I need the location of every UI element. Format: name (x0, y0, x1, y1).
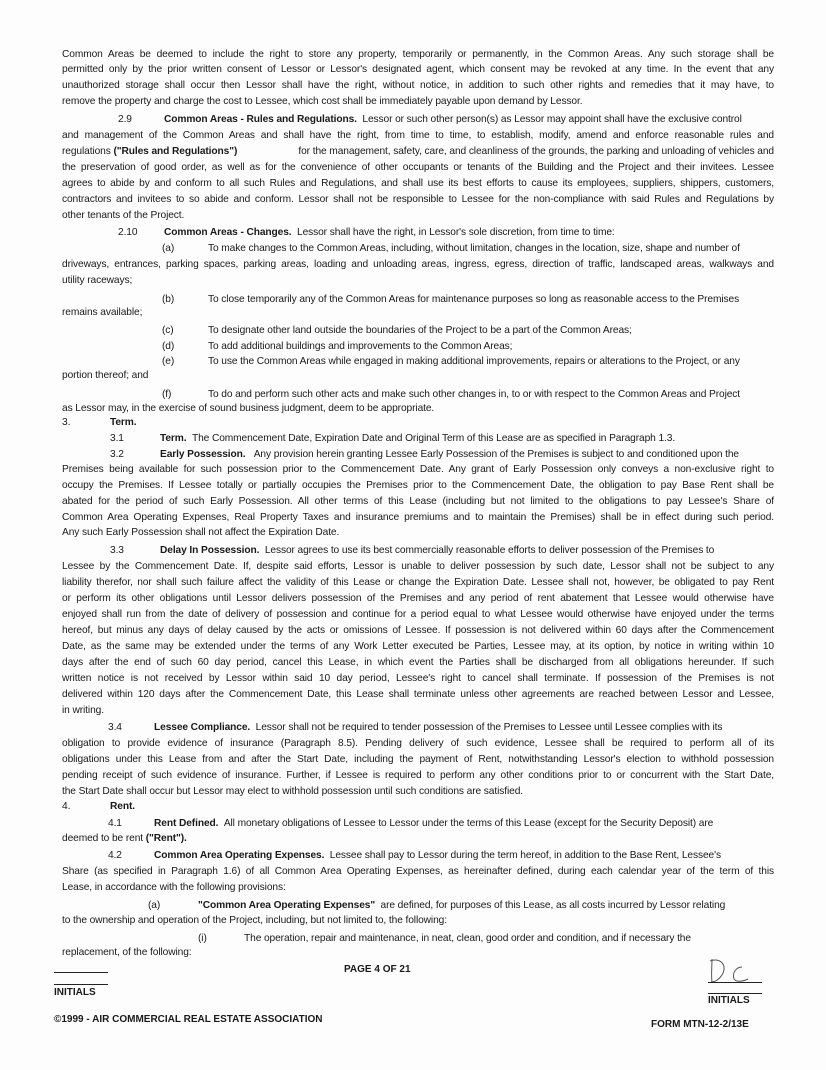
list-item-f (62, 389, 774, 401)
paragraph-line: other tenants of the Project. (62, 210, 185, 221)
item-text: are defined, for purposes of this Lease, as all costs incurred by Lessor relating (380, 900, 726, 911)
paragraph-line: or perform its other obligations until Lessor delivers possession of the Premises and any period of rent abatement that Lessee would otherwise have (62, 593, 774, 604)
item-text: To add additional buildings and improvements to the Common Areas; (208, 341, 513, 352)
section-3-3 (62, 545, 774, 557)
item-text: To make changes to the Common Areas, including, without limitation, changes in the location, size, shape and number of (208, 243, 740, 254)
paragraph-line: the Start Date shall occur but Lessor may elect to withhold possession until such conditions are satisfied. (62, 786, 524, 797)
paragraph-line: Premises being available for such possession prior to the Commencement Date. Any grant of Early Possession only conveys a non-exclusive right to (62, 464, 774, 475)
paragraph-line: driveways, entrances, parking spaces, parking areas, loading and unloading areas, ingress, egress, direction of traffic, landscaped areas, walkways and (62, 259, 774, 270)
list-item-i (62, 933, 774, 945)
section-text: Any provision herein granting Lessee Early Possession of the Premises is subject to and conditioned upon the (253, 449, 740, 460)
section-number: 3.4 (108, 722, 122, 733)
paragraph-line: contractors and invitees to so abide and conform. Lessor shall not be responsible to Lessee for the non-compliance with said Rules and Regulations by (62, 194, 774, 205)
paragraph-line: agrees to abide by and conform to all such Rules and Regulations, and shall use its best efforts to cause its employees, suppliers, shippers, customers, (62, 178, 774, 189)
section-heading: Rent Defined. (154, 818, 219, 829)
paragraph-line: Lessee by the Commencement Date. If, despite said efforts, Lessor is unable to deliver possession by such date, Lessor shall not be subject to any (62, 561, 774, 572)
initials-line-right-top (708, 982, 762, 983)
section-text: Lessor shall not be required to tender possession of the Premises to Lessee until Lessee complies with its (255, 722, 723, 733)
paragraph-line: remains available; (62, 307, 143, 318)
paragraph-line (62, 146, 774, 158)
item-label: (a) (148, 900, 161, 911)
paragraph-line: pending receipt of such evidence of insurance. Further, if Lessee is required to perform any other conditions prior to or concurrent with the Start Date, (62, 770, 774, 781)
text: deemed to be rent (62, 833, 143, 844)
paragraph-line: Share (as specified in Paragraph 1.6) of all Common Area Operating Expenses, as hereinafter defined, during each calendar year of the term of this (62, 866, 774, 877)
section-number: 4.1 (108, 818, 122, 829)
section-heading: Rent. (110, 801, 135, 812)
section-heading: Common Areas - Changes. (164, 227, 292, 238)
text: for the management, safety, care, and cleanliness of the grounds, the parking and unloading of vehicles and (298, 146, 774, 157)
paragraph-line: abated for the period of such Early Possession. All other terms of this Lease (including but not limited to the obligations to pay Lessee's Share of (62, 496, 774, 507)
section-number: 4. (62, 801, 71, 812)
section-text: The Commencement Date, Expiration Date and Original Term of this Lease are as specified in Paragraph 1.3. (191, 433, 676, 444)
section-2-9 (62, 114, 774, 126)
list-item-a (62, 243, 774, 255)
paragraph-line: written notice is not received by Lessor within said 10 day period, Lessee's right to cancel shall terminate. If possession of the Premises is not (62, 673, 774, 684)
section-heading: Term. (160, 433, 187, 444)
item-text: To do and perform such other acts and make such other changes in, to or with respect to the Common Areas and Project (208, 389, 741, 400)
paragraph-line: Date, as the same may be extended under the terms of any Work Letter executed be Parties, Lessee may, at its option, by notice in writing within 10 (62, 641, 774, 652)
item-label: (e) (162, 356, 175, 367)
paragraph-line: Common Area Operating Expenses, Real Property Taxes and insurance premiums and to maintain the Premises) shall be in effect during such period. (62, 512, 774, 523)
section-text: Lessor agrees to use its best commercially reasonable efforts to deliver possession of the Premises to (264, 545, 715, 556)
paragraph-line: Lease, in accordance with the following provisions: (62, 882, 286, 893)
section-number: 3. (62, 417, 71, 428)
list-item-e (62, 356, 774, 368)
paragraph-line (62, 833, 774, 845)
section-4-2 (62, 850, 774, 862)
section-text: Lessee shall pay to Lessor during the term hereof, in addition to the Base Rent, Lessee's (329, 850, 721, 861)
section-4-1 (62, 818, 774, 830)
paragraph-line: delivered within 120 days after the Commencement Date, this Lease shall terminate unless other agreements are reached between Lessor and Lessee, (62, 689, 774, 700)
section-4 (62, 801, 774, 813)
paragraph-line: the preservation of good order, as well as for the convenience of other occupants or tenants of the Building and the Project and their invitees. Lessee (62, 162, 774, 173)
list-item-a (62, 900, 774, 912)
section-number: 3.2 (110, 449, 124, 460)
initials-line-left-top (54, 972, 108, 973)
paragraph-line: and management of the Common Areas and shall have the right, from time to time, to establish, modify, amend and enforce reasonable rules and (62, 130, 774, 141)
initials-label-left: INITIALS (54, 987, 96, 998)
item-label: (f) (162, 389, 172, 400)
defined-term: "Common Area Operating Expenses" (198, 900, 376, 911)
item-label: (i) (198, 933, 207, 944)
section-heading: Common Area Operating Expenses. (154, 850, 325, 861)
section-3-4 (62, 722, 774, 734)
paragraph-line: as Lessor may, in the exercise of sound business judgment, deem to be appropriate. (62, 403, 435, 414)
section-text: Lessor shall have the right, in Lessor's sole discretion, from time to time: (297, 227, 615, 238)
item-text: To close temporarily any of the Common Areas for maintenance purposes so long as reasonable access to the Premises (208, 294, 740, 305)
paragraph-line: portion thereof; and (62, 370, 149, 381)
item-label: (b) (162, 294, 175, 305)
form-number: FORM MTN-12-2/13E (651, 1019, 749, 1030)
section-number: 3.1 (110, 433, 124, 444)
section-heading: Term. (110, 417, 137, 428)
section-2-10 (62, 227, 774, 239)
section-heading: Delay In Possession. (160, 545, 260, 556)
paragraph-line: Common Areas be deemed to include the right to store any property, temporarily or permanently, in the Common Areas. Any such storage shall be (62, 49, 774, 60)
paragraph-line: obligations under this Lease from and after the Start Date, including the payment of Rent, notwithstanding Lessor's election to withhold possession (62, 754, 774, 765)
item-label: (c) (162, 325, 174, 336)
item-text: The operation, repair and maintenance, in neat, clean, good order and condition, and if necessary the (244, 933, 691, 944)
paragraph-line: obligation to provide evidence of insurance (Paragraph 8.5). Pending delivery of such evidence, Lessee shall be required to perform all of its (62, 738, 774, 749)
paragraph-line: utility raceways; (62, 275, 133, 286)
section-number: 2.9 (118, 114, 132, 125)
section-3-2 (62, 449, 774, 461)
item-text: To designate other land outside the boundaries of the Project to be a part of the Common Areas; (208, 325, 632, 336)
section-3-1 (62, 433, 774, 445)
initials-line-left (54, 984, 108, 985)
paragraph-line: liability therefor, nor shall such failure affect the validity of this Lease or change the Expiration Date. Lessee shall not, however, be obligated to pay Rent (62, 577, 774, 588)
initials-label-right: INITIALS (708, 995, 750, 1006)
initials-line-right (708, 993, 762, 994)
paragraph-line: Any such Early Possession shall not affect the Expiration Date. (62, 527, 340, 538)
list-item-d (62, 341, 774, 353)
section-text: Lessor or such other person(s) as Lessor may appoint shall have the exclusive control (362, 114, 742, 125)
defined-term: ("Rent"). (145, 833, 187, 844)
paragraph-line: replacement, of the following: (62, 947, 192, 958)
paragraph-line: in writing. (62, 705, 104, 716)
defined-term: ("Rules and Regulations") (113, 146, 238, 157)
list-item-b (62, 294, 774, 306)
item-label: (d) (162, 341, 175, 352)
item-text: To use the Common Areas while engaged in making additional improvements, repairs or alterations to the Project, or any (208, 356, 740, 367)
paragraph-line: hereof, but minus any days of delay caused by the acts or omissions of Lessee. If possession is not delivered within 60 days after the Commencement (62, 625, 774, 636)
list-item-c (62, 325, 774, 337)
section-heading: Early Possession. (160, 449, 246, 460)
signature-initials-icon (706, 955, 758, 985)
paragraph-line: to the ownership and operation of the Project, including, but not limited to, the following: (62, 915, 447, 926)
paragraph-line: remove the property and charge the cost to Lessee, which cost shall be immediately payable upon demand by Lessor. (62, 96, 583, 107)
paragraph-line: permitted only by the prior written consent of Lessor or Lessor's designated agent, which consent may be revoked at any time. In the event that any (62, 64, 774, 75)
section-heading: Lessee Compliance. (154, 722, 251, 733)
section-3 (62, 417, 774, 429)
paragraph-line: occupy the Premises. If Lessee totally or partially occupies the Premises prior to the Commencement Date, the obligation to pay Base Rent shall be (62, 480, 774, 491)
paragraph-line: enjoyed shall run from the date of delivery of possession and continue for a period equal to what Lessee would otherwise have enjoyed under the terms (62, 609, 774, 620)
section-heading: Common Areas - Rules and Regulations. (164, 114, 357, 125)
section-number: 2.10 (118, 227, 138, 238)
section-text: All monetary obligations of Lessee to Lessor under the terms of this Lease (except for the Security Deposit) are (223, 818, 714, 829)
section-number: 4.2 (108, 850, 122, 861)
section-number: 3.3 (110, 545, 124, 556)
page-number: PAGE 4 OF 21 (344, 964, 411, 975)
item-label: (a) (162, 243, 175, 254)
paragraph-line: days after the end of such 60 day period, cancel this Lease, in which event the Parties shall be discharged from all obligations hereunder. If such (62, 657, 774, 668)
text: regulations (62, 146, 111, 157)
paragraph-line: unauthorized storage shall occur then Lessor shall have the right, without notice, in addition to such other rights and remedies that it may have, to (62, 80, 774, 91)
copyright-notice: ©1999 - AIR COMMERCIAL REAL ESTATE ASSOCIATION (54, 1014, 323, 1025)
